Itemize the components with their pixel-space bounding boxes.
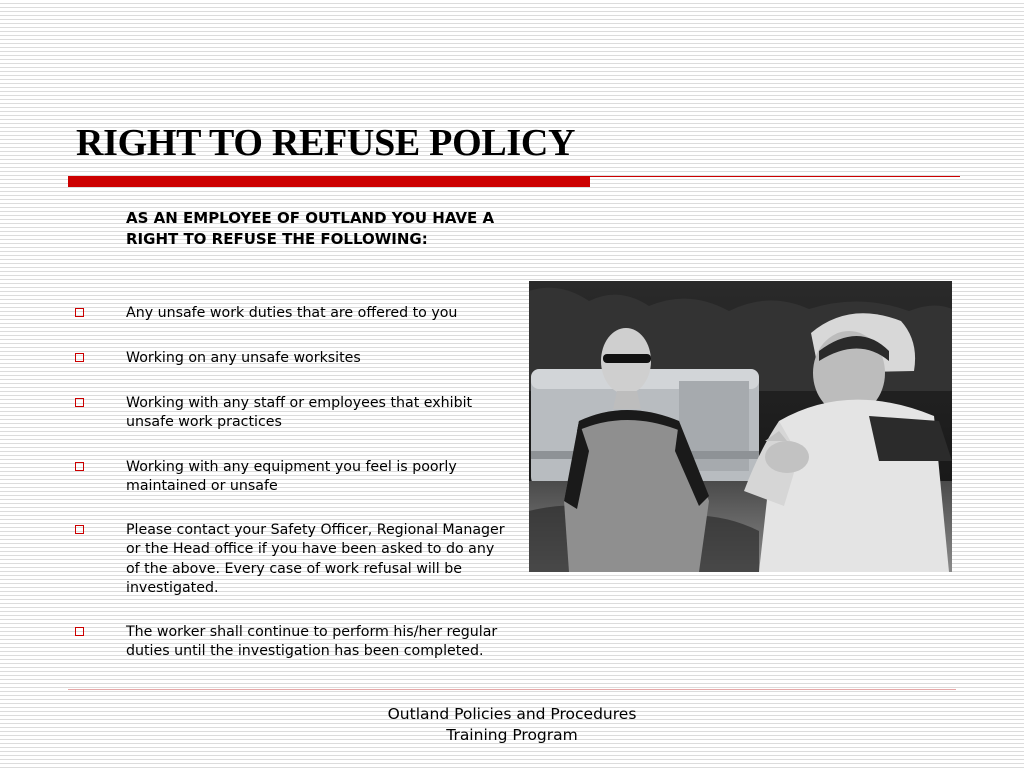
hollow-square-bullet-icon bbox=[75, 525, 84, 534]
hollow-square-bullet-icon bbox=[75, 462, 84, 471]
hollow-square-bullet-icon bbox=[75, 353, 84, 362]
bullet-text: Any unsafe work duties that are offered to you bbox=[126, 305, 458, 321]
bullet-text: Please contact your Safety Officer, Regional Manager or the Head office if you have been asked to do any of the above. Every case of work refusal will be investigated. bbox=[126, 522, 505, 596]
slide-footer bbox=[312, 704, 712, 746]
footer-divider bbox=[68, 689, 956, 690]
slide-title: RIGHT TO REFUSE POLICY bbox=[76, 122, 576, 164]
bullet-text: Working on any unsafe worksites bbox=[126, 350, 361, 366]
hollow-square-bullet-icon bbox=[75, 627, 84, 636]
hollow-square-bullet-icon bbox=[75, 308, 84, 317]
hollow-square-bullet-icon bbox=[75, 398, 84, 407]
section-heading: AS AN EMPLOYEE OF OUTLAND YOU HAVE A RIGHT TO REFUSE THE FOLLOWING: bbox=[126, 209, 495, 248]
workers-photo bbox=[529, 281, 952, 572]
bullet-text: Working with any staff or employees that exhibit unsafe work practices bbox=[126, 395, 473, 431]
bullet-text: The worker shall continue to perform his/her regular duties until the investigation has been completed. bbox=[126, 624, 498, 660]
bullet-text: Working with any equipment you feel is poorly maintained or unsafe bbox=[126, 459, 457, 495]
title-underline-bar bbox=[68, 176, 590, 187]
footer-line-1: Outland Policies and Procedures bbox=[387, 705, 637, 723]
footer-line-2: Training Program bbox=[446, 726, 578, 744]
title-underline-rule bbox=[590, 176, 960, 177]
